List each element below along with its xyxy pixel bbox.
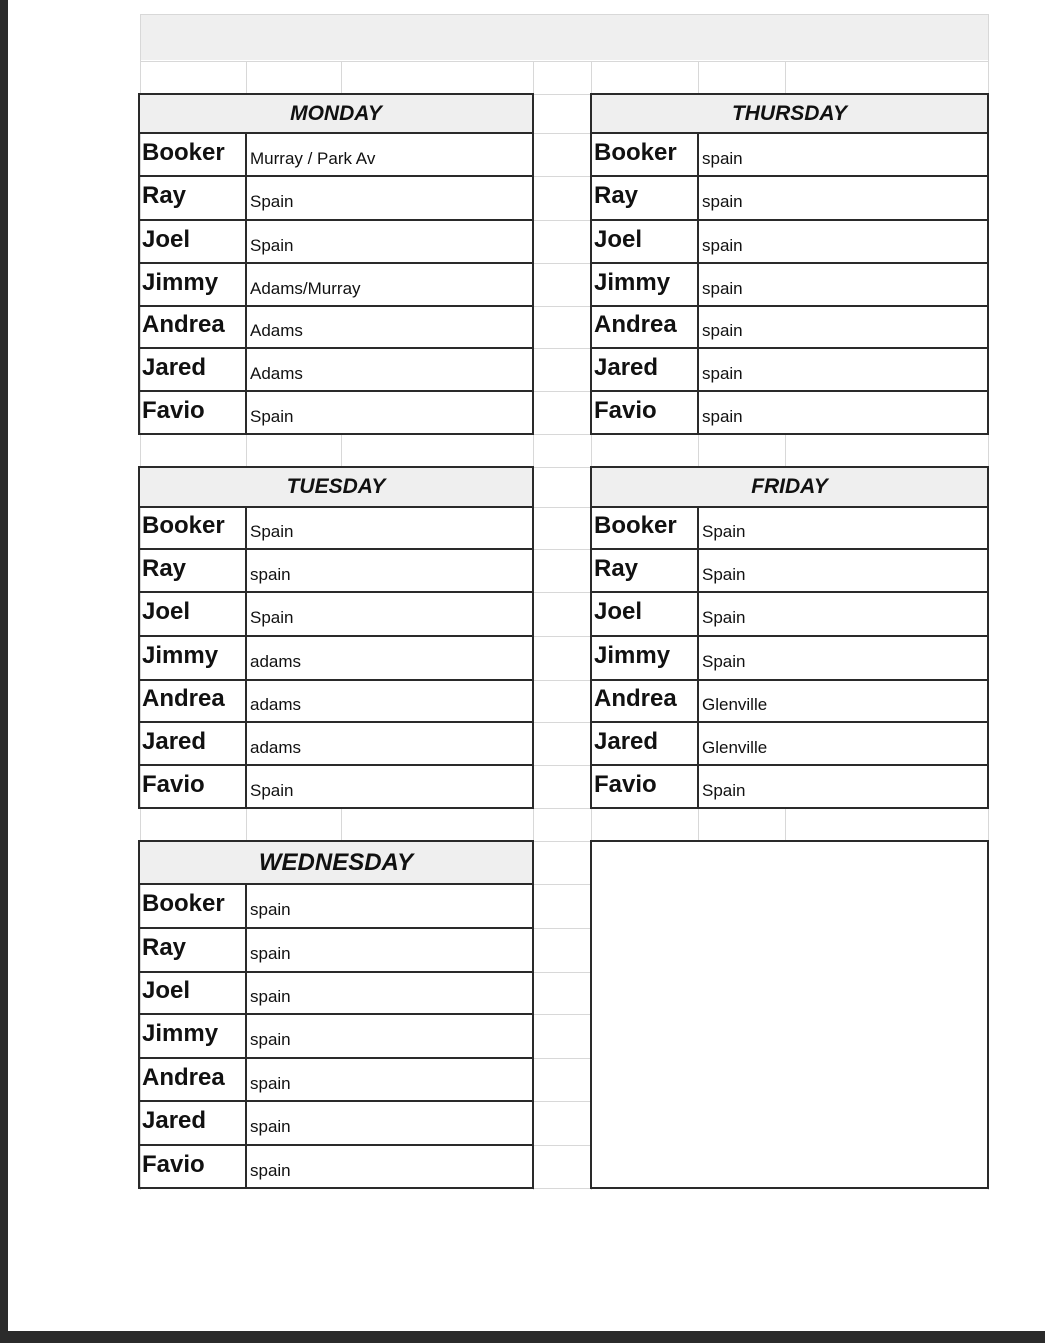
thursday-name-jimmy: Jimmy bbox=[594, 269, 671, 296]
spacer-cell-divider bbox=[698, 61, 699, 94]
grid-line bbox=[533, 507, 591, 508]
grid-line bbox=[533, 1014, 591, 1015]
grid-line bbox=[533, 467, 591, 468]
wednesday-location-joel[interactable]: spain bbox=[250, 987, 291, 1006]
tuesday-location-jimmy[interactable]: adams bbox=[250, 652, 302, 671]
thursday-name-jared: Jared bbox=[594, 354, 659, 381]
grid-line bbox=[533, 680, 591, 681]
day-header-friday: FRIDAY bbox=[751, 475, 828, 498]
spacer-cell-divider bbox=[246, 808, 247, 841]
friday-name-booker: Booker bbox=[594, 512, 677, 539]
grid-line bbox=[533, 928, 591, 929]
table-border bbox=[138, 93, 534, 95]
thursday-location-jimmy[interactable]: spain bbox=[702, 279, 743, 298]
friday-location-andrea[interactable]: Glenville bbox=[702, 695, 768, 714]
grid-line bbox=[533, 94, 591, 95]
grid-line bbox=[533, 884, 591, 885]
friday-name-jimmy: Jimmy bbox=[594, 642, 671, 669]
monday-location-favio[interactable]: Spain bbox=[250, 407, 294, 426]
grid-line bbox=[533, 391, 591, 392]
tuesday-name-jared: Jared bbox=[142, 728, 207, 755]
grid-line bbox=[533, 220, 591, 221]
tuesday-location-joel[interactable]: Spain bbox=[250, 608, 294, 627]
monday-location-ray[interactable]: Spain bbox=[250, 192, 294, 211]
monday-location-jimmy[interactable]: Adams/Murray bbox=[250, 279, 361, 298]
grid-line bbox=[533, 808, 591, 809]
table-border bbox=[590, 506, 989, 508]
spacer-cell-divider bbox=[533, 61, 534, 94]
tuesday-name-ray: Ray bbox=[142, 555, 187, 582]
grid-line bbox=[533, 549, 591, 550]
table-border bbox=[590, 132, 989, 134]
wednesday-location-jimmy[interactable]: spain bbox=[250, 1030, 291, 1049]
tuesday-name-favio: Favio bbox=[142, 771, 205, 798]
monday-location-booker[interactable]: Murray / Park Av bbox=[250, 149, 376, 168]
grid-line bbox=[140, 61, 988, 62]
wednesday-location-favio[interactable]: spain bbox=[250, 1161, 291, 1180]
tuesday-location-andrea[interactable]: adams bbox=[250, 695, 302, 714]
monday-name-booker: Booker bbox=[142, 139, 225, 166]
spacer-cell-divider bbox=[785, 61, 786, 94]
grid-line bbox=[533, 1101, 591, 1102]
thursday-location-andrea[interactable]: spain bbox=[702, 321, 743, 340]
table-border bbox=[590, 466, 989, 468]
grid-line bbox=[533, 1188, 591, 1189]
grid-line bbox=[533, 636, 591, 637]
thursday-location-joel[interactable]: spain bbox=[702, 236, 743, 255]
grid-line bbox=[140, 14, 988, 15]
tuesday-location-favio[interactable]: Spain bbox=[250, 781, 294, 800]
spacer-cell-divider bbox=[591, 61, 592, 94]
spacer-cell-divider bbox=[246, 434, 247, 467]
day-header-monday: MONDAY bbox=[290, 101, 382, 125]
empty-box-border bbox=[590, 840, 989, 842]
friday-name-favio: Favio bbox=[594, 771, 657, 798]
day-header-wednesday: WEDNESDAY bbox=[258, 848, 414, 876]
spacer-cell-divider bbox=[341, 434, 342, 467]
friday-location-jimmy[interactable]: Spain bbox=[702, 652, 746, 671]
grid-line bbox=[533, 722, 591, 723]
monday-location-jared[interactable]: Adams bbox=[250, 364, 303, 383]
spacer-cell-divider bbox=[785, 808, 786, 841]
monday-name-ray: Ray bbox=[142, 182, 187, 209]
wednesday-location-booker[interactable]: spain bbox=[250, 900, 291, 919]
table-border bbox=[138, 132, 534, 134]
tuesday-name-andrea: Andrea bbox=[142, 685, 225, 712]
grid-line bbox=[533, 841, 591, 842]
wednesday-name-favio: Favio bbox=[142, 1151, 205, 1178]
monday-location-joel[interactable]: Spain bbox=[250, 236, 294, 255]
thursday-name-joel: Joel bbox=[594, 226, 643, 253]
grid-line bbox=[533, 306, 591, 307]
wednesday-name-joel: Joel bbox=[142, 977, 191, 1004]
friday-location-jared[interactable]: Glenville bbox=[702, 738, 768, 757]
spacer-cell-divider bbox=[341, 808, 342, 841]
empty-box-border bbox=[590, 841, 592, 1188]
wednesday-location-andrea[interactable]: spain bbox=[250, 1074, 291, 1093]
wednesday-location-ray[interactable]: spain bbox=[250, 944, 291, 963]
monday-name-jared: Jared bbox=[142, 354, 207, 381]
monday-name-joel: Joel bbox=[142, 226, 191, 253]
spacer-cell-divider bbox=[698, 434, 699, 467]
table-border bbox=[138, 466, 534, 468]
friday-location-joel[interactable]: Spain bbox=[702, 608, 746, 627]
spacer-cell-divider bbox=[698, 808, 699, 841]
thursday-name-booker: Booker bbox=[594, 139, 677, 166]
monday-location-andrea[interactable]: Adams bbox=[250, 321, 303, 340]
table-border bbox=[138, 840, 534, 842]
friday-location-ray[interactable]: Spain bbox=[702, 565, 746, 584]
grid-line bbox=[533, 348, 591, 349]
thursday-location-booker[interactable]: spain bbox=[702, 149, 743, 168]
wednesday-name-ray: Ray bbox=[142, 934, 187, 961]
empty-box-border bbox=[987, 841, 989, 1188]
tuesday-location-ray[interactable]: spain bbox=[250, 565, 291, 584]
title-band bbox=[140, 14, 988, 60]
spacer-cell-divider bbox=[341, 61, 342, 94]
friday-name-andrea: Andrea bbox=[594, 685, 677, 712]
tuesday-location-jared[interactable]: adams bbox=[250, 738, 302, 757]
monday-name-jimmy: Jimmy bbox=[142, 269, 219, 296]
monday-name-andrea: Andrea bbox=[142, 311, 225, 338]
thursday-location-ray[interactable]: spain bbox=[702, 192, 743, 211]
tuesday-location-booker[interactable]: Spain bbox=[250, 522, 294, 541]
friday-name-jared: Jared bbox=[594, 728, 659, 755]
grid-line bbox=[533, 176, 591, 177]
tuesday-name-booker: Booker bbox=[142, 512, 225, 539]
grid-line bbox=[533, 1145, 591, 1146]
wednesday-name-andrea: Andrea bbox=[142, 1064, 225, 1091]
thursday-name-ray: Ray bbox=[594, 182, 639, 209]
tuesday-name-joel: Joel bbox=[142, 598, 191, 625]
empty-box-border bbox=[590, 1187, 989, 1189]
spacer-cell-divider bbox=[785, 434, 786, 467]
grid-line bbox=[533, 133, 591, 134]
friday-location-booker[interactable]: Spain bbox=[702, 522, 746, 541]
wednesday-name-jimmy: Jimmy bbox=[142, 1020, 219, 1047]
spacer-cell-divider bbox=[246, 61, 247, 94]
friday-name-joel: Joel bbox=[594, 598, 643, 625]
tuesday-name-jimmy: Jimmy bbox=[142, 642, 219, 669]
thursday-name-andrea: Andrea bbox=[594, 311, 677, 338]
wednesday-name-booker: Booker bbox=[142, 890, 225, 917]
grid-line bbox=[533, 592, 591, 593]
thursday-location-favio[interactable]: spain bbox=[702, 407, 743, 426]
wednesday-name-jared: Jared bbox=[142, 1107, 207, 1134]
monday-name-favio: Favio bbox=[142, 397, 205, 424]
grid-line bbox=[533, 434, 591, 435]
day-header-thursday: THURSDAY bbox=[731, 101, 848, 125]
day-header-tuesday: TUESDAY bbox=[286, 475, 386, 498]
thursday-name-favio: Favio bbox=[594, 397, 657, 424]
friday-location-favio[interactable]: Spain bbox=[702, 781, 746, 800]
thursday-location-jared[interactable]: spain bbox=[702, 364, 743, 383]
grid-line bbox=[533, 1058, 591, 1059]
grid-line bbox=[533, 263, 591, 264]
grid-line bbox=[533, 765, 591, 766]
friday-name-ray: Ray bbox=[594, 555, 639, 582]
table-border bbox=[138, 506, 534, 508]
wednesday-location-jared[interactable]: spain bbox=[250, 1117, 291, 1136]
table-border bbox=[138, 883, 534, 885]
table-border bbox=[590, 93, 989, 95]
grid-line bbox=[533, 972, 591, 973]
